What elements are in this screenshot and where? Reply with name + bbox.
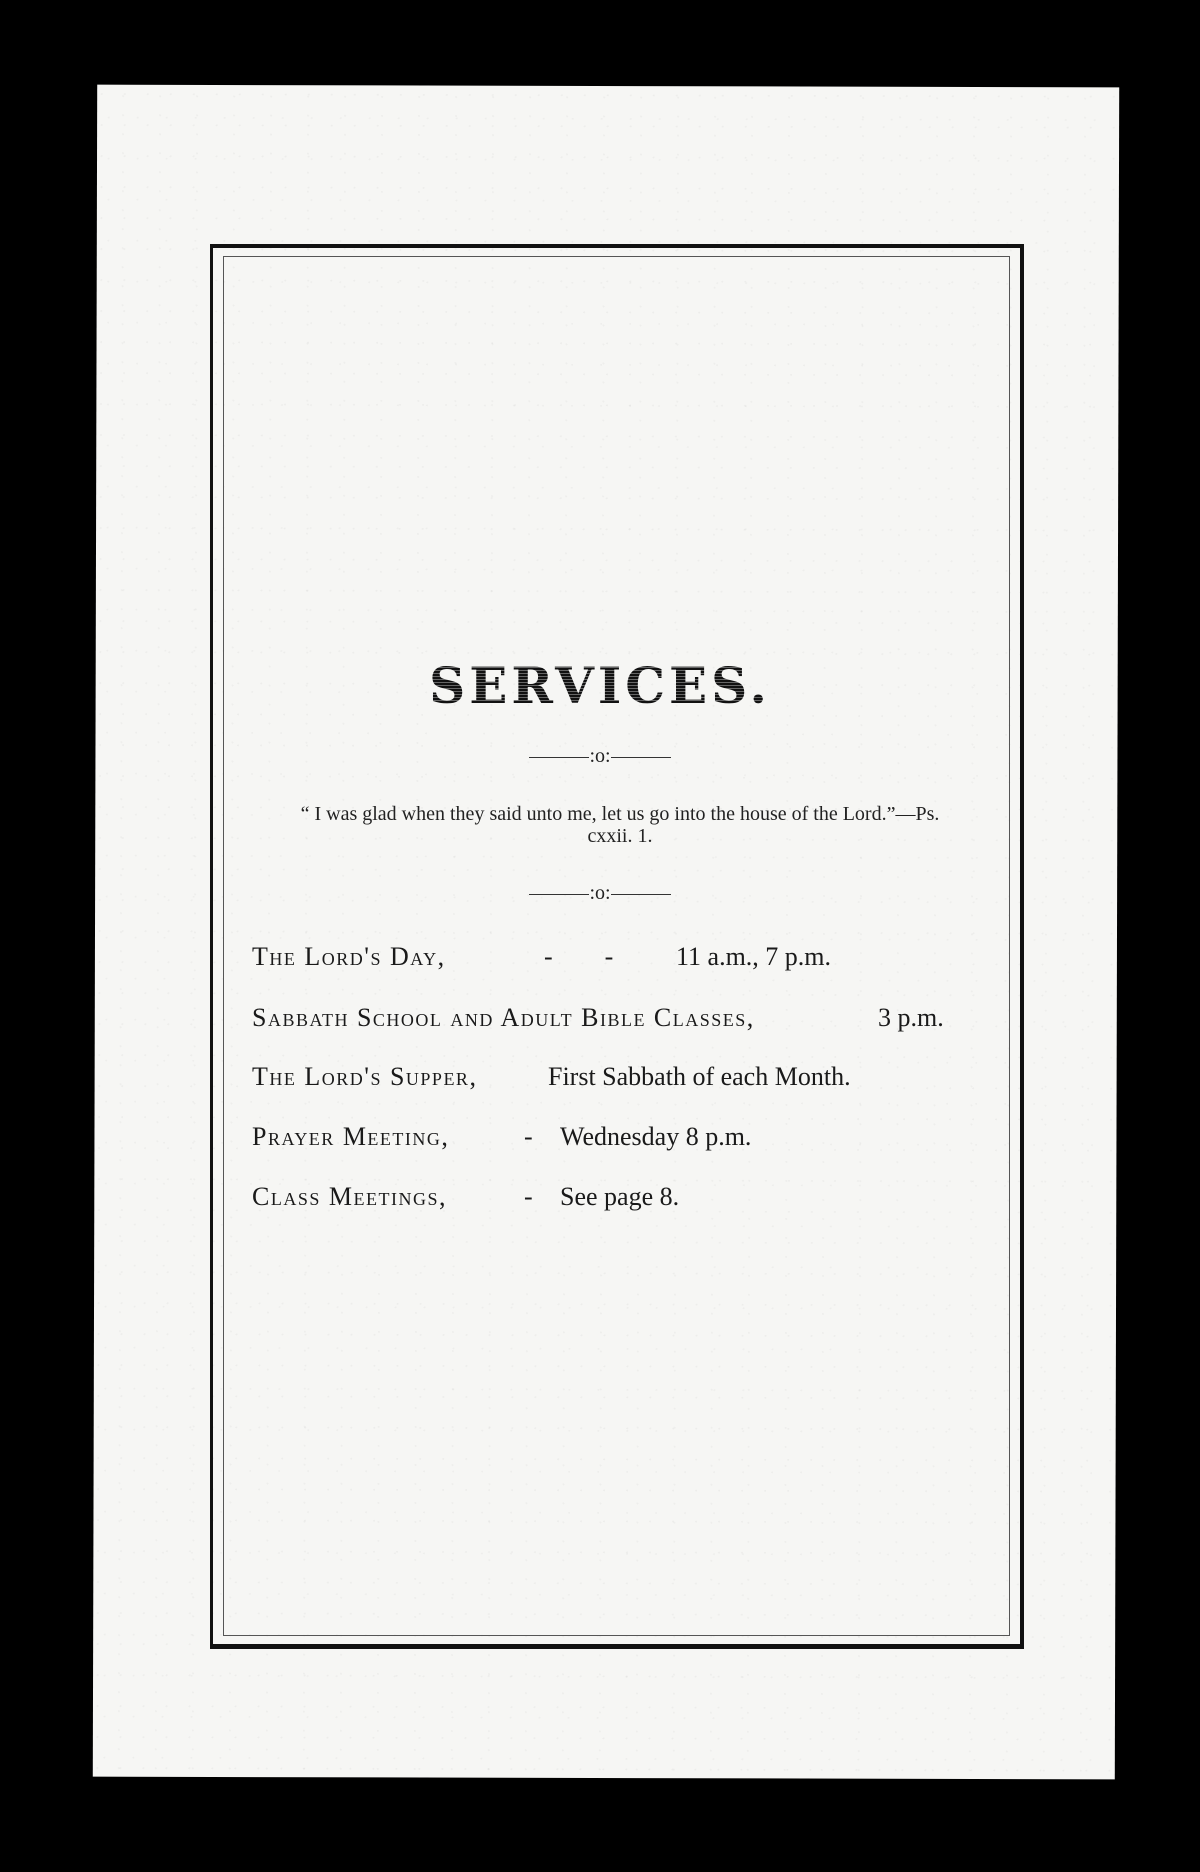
schedule-leader: - bbox=[524, 1122, 533, 1151]
divider-rule-left bbox=[529, 757, 589, 758]
schedule-value: Wednesday 8 p.m. bbox=[560, 1122, 752, 1151]
ornament-divider-bottom bbox=[0, 882, 1200, 905]
ornament-divider-top bbox=[0, 745, 1200, 768]
schedule-leader: - bbox=[524, 1182, 533, 1211]
schedule-label: Prayer Meeting, bbox=[252, 1122, 450, 1151]
schedule-value: 3 p.m. bbox=[878, 1003, 944, 1032]
divider-rule-right bbox=[611, 757, 671, 758]
divider-rule-right bbox=[611, 894, 671, 895]
page-title: SERVICES. bbox=[0, 656, 1200, 715]
schedule-leader: - - bbox=[544, 942, 614, 971]
schedule-label: The Lord's Day, bbox=[252, 942, 446, 971]
divider-ornament: :o: bbox=[589, 882, 611, 904]
schedule-label: Class Meetings, bbox=[252, 1182, 447, 1211]
scripture-quote: “ I was glad when they said unto me, let us go into the house of the Lord.”—Ps. cxxii. 1. bbox=[300, 803, 940, 847]
schedule-value: First Sabbath of each Month. bbox=[548, 1062, 851, 1091]
divider-rule-left bbox=[529, 894, 589, 895]
schedule-label: The Lord's Supper, bbox=[252, 1062, 478, 1091]
schedule-label: Sabbath School and Adult Bible Classes, bbox=[252, 1003, 755, 1032]
divider-ornament: :o: bbox=[589, 745, 611, 767]
schedule-value: 11 a.m., 7 p.m. bbox=[676, 942, 832, 971]
schedule-value: See page 8. bbox=[560, 1182, 680, 1211]
